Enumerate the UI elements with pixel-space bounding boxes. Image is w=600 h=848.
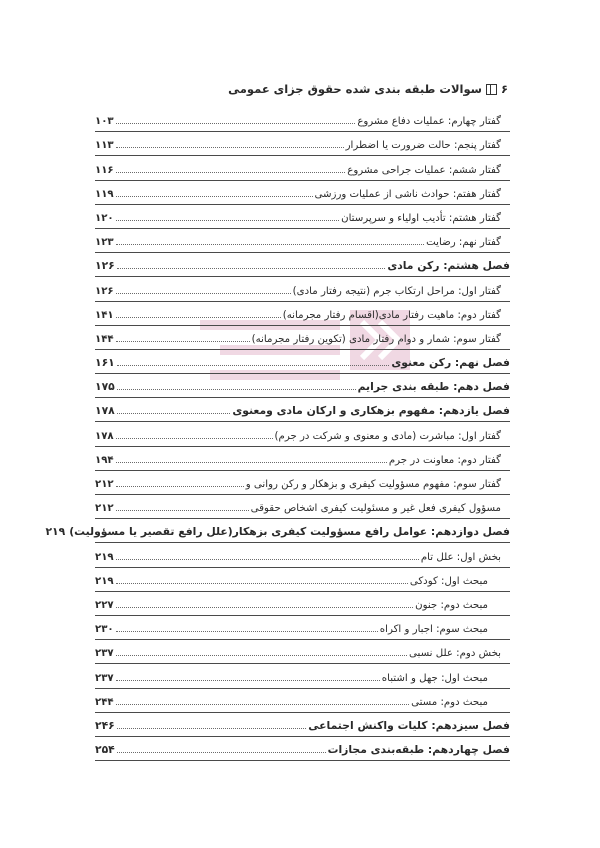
toc-entry-title: فصل چهاردهم: طبقه‌بندی مجازات (327, 743, 510, 757)
toc-entry-row (95, 640, 510, 664)
toc-entry-row (95, 495, 510, 519)
toc-chapter-row (95, 350, 510, 374)
toc-dot-leader (117, 752, 326, 753)
page-title: سوالات طبقه بندی شده حقوق جزای عمومی (228, 82, 482, 96)
table-of-contents (45, 108, 510, 761)
toc-entry-title: فصل سیزدهم: کلیات واکنش اجتماعی (308, 718, 510, 732)
toc-dot-leader (117, 365, 390, 366)
toc-page-number: ۱۲۰ (95, 212, 114, 224)
toc-dot-leader (116, 341, 250, 342)
toc-entry-row (95, 543, 510, 567)
toc-page-number: ۲۱۲ (95, 479, 114, 490)
toc-entry-title: گفتار ششم: عملیات جراحی مشروع (347, 164, 501, 176)
toc-page-number: ۲۱۹ (45, 525, 66, 539)
toc-entry-row (95, 277, 510, 301)
toc-dot-leader (116, 655, 407, 656)
toc-entry-row (95, 616, 510, 640)
toc-dot-leader (117, 728, 306, 729)
toc-entry-row (95, 229, 510, 253)
toc-page-number: ۱۱۳ (95, 140, 114, 152)
toc-page-number: ۱۲۳ (95, 237, 114, 249)
toc-entry-title: گفتار سوم: شمار و دوام رفتار مادی (تکوین رفتار مجرمانه) (251, 333, 501, 345)
toc-chapter-row (95, 713, 510, 737)
toc-chapter-row (95, 253, 510, 277)
toc-entry-row (95, 108, 510, 132)
toc-dot-leader (117, 268, 386, 269)
toc-dot-leader (116, 486, 244, 487)
toc-page-number: ۲۴۴ (95, 696, 114, 708)
toc-page-number: ۱۶۱ (95, 356, 115, 370)
toc-entry-title: مبحث سوم: اجبار و اکراه (379, 624, 488, 636)
toc-page-number: ۲۲۷ (95, 599, 114, 611)
toc-page-number: ۱۲۶ (95, 285, 114, 297)
toc-entry-title: گفتار پنجم: حالت ضرورت یا اضطرار (345, 140, 501, 152)
toc-entry-title: مبحث دوم: مستی (411, 696, 488, 708)
page-number: ۶ (500, 82, 508, 96)
toc-entry-title: فصل یازدهم: مفهوم بزهکاری و ارکان مادی ومعنوی (232, 404, 510, 418)
toc-dot-leader (116, 631, 378, 632)
toc-chapter-row (95, 374, 510, 398)
toc-entry-row (95, 689, 510, 713)
toc-page-number: ۱۷۸ (95, 430, 114, 442)
toc-page-number: ۱۴۱ (95, 309, 114, 321)
toc-entry-title: فصل هشتم: رکن مادی (387, 259, 510, 273)
toc-chapter-row (95, 398, 510, 422)
toc-page-number: ۱۷۵ (95, 380, 115, 394)
book-icon (486, 84, 497, 95)
toc-dot-leader (116, 172, 346, 173)
toc-dot-leader (116, 244, 425, 245)
toc-page-number: ۱۱۶ (95, 164, 114, 176)
toc-chapter-row (95, 737, 510, 761)
toc-dot-leader (116, 583, 408, 584)
toc-dot-leader (117, 413, 231, 414)
toc-entry-title: گفتار اول: مباشرت (مادی و معنوی و شرکت در جرم) (274, 430, 501, 442)
toc-page-number: ۲۴۶ (95, 718, 115, 732)
page-header (228, 82, 508, 96)
toc-page-number: ۱۱۹ (95, 188, 114, 200)
toc-entry-row (95, 471, 510, 495)
toc-page-number: ۱۹۴ (95, 454, 114, 466)
toc-entry-row (95, 205, 510, 229)
toc-entry-title: گفتار هشتم: تأدیب اولیاء و سرپرستان (341, 212, 501, 224)
toc-page-number: ۲۱۹ (95, 551, 114, 563)
toc-entry-row (95, 156, 510, 180)
toc-dot-leader (116, 559, 419, 560)
toc-entry-title: گفتار دوم: معاونت در جرم (388, 454, 501, 466)
toc-dot-leader (116, 147, 344, 148)
toc-entry-row (95, 664, 510, 688)
toc-entry-title: مبحث دوم: جنون (415, 599, 488, 611)
toc-dot-leader (116, 607, 413, 608)
toc-entry-title: فصل نهم: رکن معنوی (391, 356, 510, 370)
toc-entry-row (95, 181, 510, 205)
toc-dot-leader (116, 704, 409, 705)
toc-entry-title: گفتار هفتم: حوادث ناشی از عملیات ورزشی (314, 188, 501, 200)
toc-page-number: ۱۴۴ (95, 333, 114, 345)
toc-dot-leader (116, 220, 339, 221)
toc-page-number: ۱۷۸ (95, 404, 115, 418)
toc-page-number: ۲۱۹ (95, 575, 114, 587)
toc-entry-row (95, 422, 510, 446)
toc-dot-leader (116, 438, 273, 439)
toc-dot-leader (116, 510, 249, 511)
toc-dot-leader (116, 123, 356, 124)
toc-entry-row (95, 447, 510, 471)
toc-entry-title: گفتار چهارم: عملیات دفاع مشروع (357, 116, 501, 128)
toc-entry-row (95, 326, 510, 350)
toc-entry-title: گفتار اول: مراحل ارتکاب جرم (نتیجه رفتار مادی) (292, 285, 501, 297)
toc-entry-title: فصل دهم: طبقه بندی جرایم (357, 380, 510, 394)
toc-entry-title: گفتار سوم: مفهوم مسؤولیت کیفری و بزهکار و رکن روانی و (245, 479, 501, 490)
toc-entry-row (95, 302, 510, 326)
toc-dot-leader (116, 293, 291, 294)
toc-page-number: ۲۳۷ (95, 672, 114, 684)
toc-entry-row (95, 592, 510, 616)
toc-entry-title: فصل دوازدهم: عوامل رافع مسؤولیت کیفری بزهکار(علل رافع تقصیر یا مسؤولیت) (69, 525, 510, 539)
toc-dot-leader (116, 317, 281, 318)
toc-dot-leader (116, 680, 380, 681)
toc-entry-title: گفتار نهم: رضایت (426, 237, 501, 249)
toc-entry-title: مبحث اول: جهل و اشتباه (381, 672, 488, 684)
toc-dot-leader (116, 196, 313, 197)
toc-entry-title: مبحث اول: کودکی (409, 575, 488, 587)
toc-entry-title: بخش اول: علل تام (420, 551, 501, 563)
toc-dot-leader (116, 462, 387, 463)
toc-page-number: ۲۵۴ (95, 743, 115, 757)
toc-entry-title: مسؤول کیفری فعل غیر و مسئولیت کیفری اشخاص حقوقی (250, 503, 501, 515)
toc-entry-row (95, 132, 510, 156)
toc-entry-title: بخش دوم: علل نسبی (409, 648, 501, 660)
toc-page-number: ۱۰۳ (95, 116, 114, 128)
toc-entry-row (95, 568, 510, 592)
toc-chapter-row (45, 519, 510, 543)
toc-page-number: ۲۳۷ (95, 648, 114, 660)
toc-page-number: ۱۲۶ (95, 259, 115, 273)
toc-page-number: ۲۳۰ (95, 624, 114, 636)
toc-entry-title: گفتار دوم: ماهیت رفتار مادی(اقسام رفتار مجرمانه) (282, 309, 501, 321)
toc-page-number: ۲۱۲ (95, 503, 114, 515)
toc-dot-leader (117, 389, 356, 390)
